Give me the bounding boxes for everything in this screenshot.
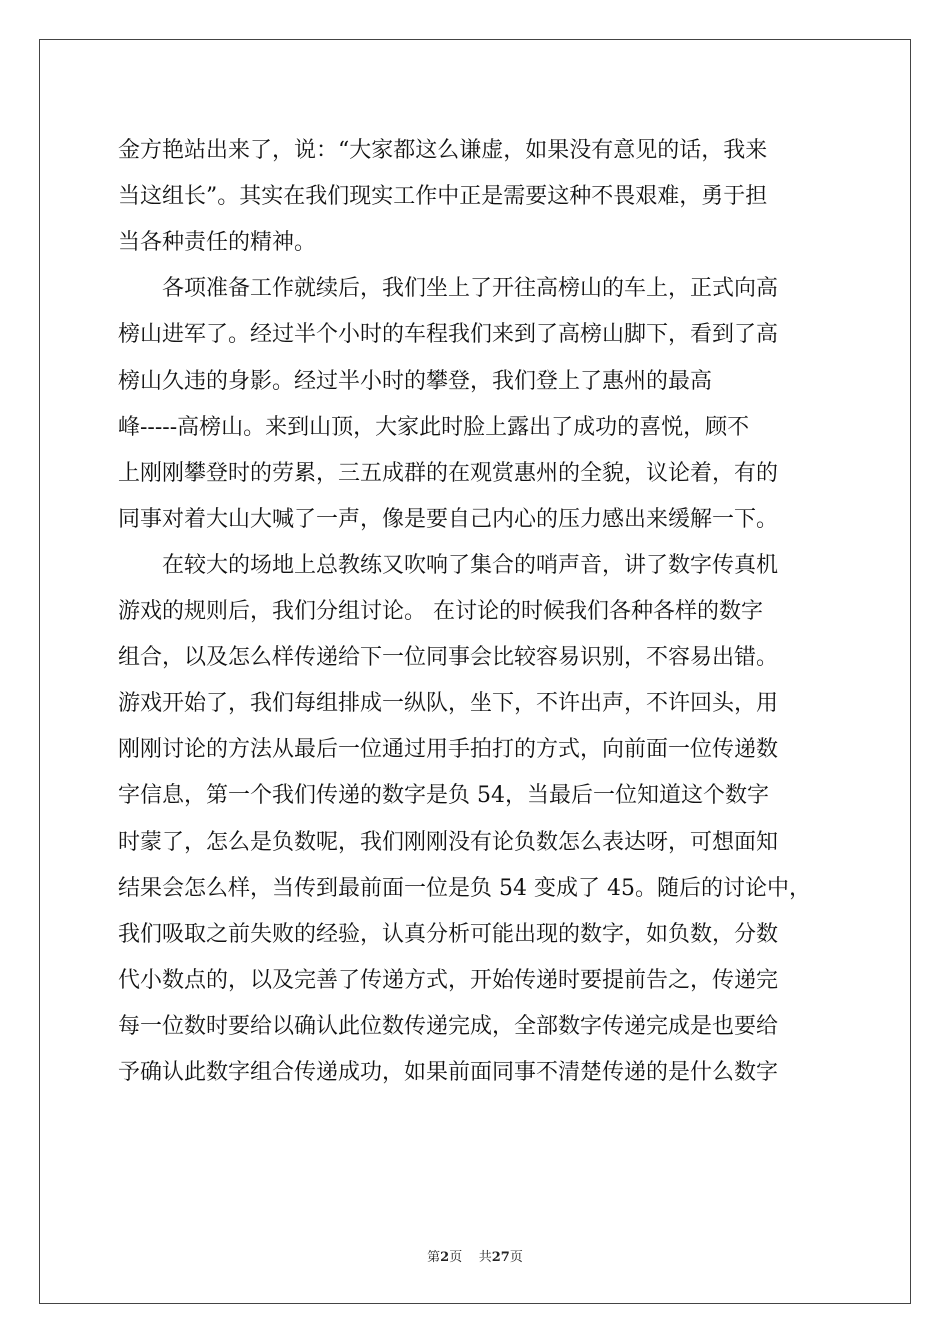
text-line: 同事对着大山大喊了一声，像是要自己内心的压力感出来缓解一下。: [118, 506, 779, 532]
text-line: 时蒙了，怎么是负数呢，我们刚刚没有论负数怎么表达呀，可想面知: [118, 829, 779, 855]
text-line: 结果会怎么样，当传到最前面一位是负 54 变成了 45。随后的讨论中，: [118, 875, 811, 901]
page-footer: [0, 1246, 950, 1265]
text-line: 我们吸取之前失败的经验，认真分析可能出现的数字，如负数，分数: [118, 921, 779, 947]
text-line: 每一位数时要给以确认此位数传递完成，全部数字传递完成是也要给: [118, 1013, 779, 1039]
text-line: 游戏开始了，我们每组排成一纵队，坐下，不许出声，不许回头，用: [118, 691, 779, 717]
total-pages: 27: [491, 1250, 510, 1265]
text-line: 字信息，第一个我们传递的数字是负 54，当最后一位知道这个数字: [118, 783, 769, 809]
text-line: 当这组长”。其实在我们现实工作中正是需要这种不畏艰难，勇于担: [118, 184, 768, 210]
total-prefix: 共: [478, 1250, 492, 1265]
page-number: 2: [440, 1250, 450, 1265]
page-prefix: 第: [427, 1250, 441, 1265]
text-line: 榜山进军了。经过半个小时的车程我们来到了高榜山脚下，看到了高: [118, 322, 779, 348]
text-line: 金方艳站出来了，说：“大家都这么谦虚，如果没有意见的话，我来: [118, 138, 768, 163]
text-line: 刚刚讨论的方法从最后一位通过用手拍打的方式，向前面一位传递数: [118, 737, 779, 763]
text-line: 代小数点的，以及完善了传递方式，开始传递时要提前告之，传递完: [118, 967, 779, 993]
text-line: 予确认此数字组合传递成功，如果前面同事不清楚传递的是什么数字: [118, 1060, 779, 1085]
text-line: 游戏的规则后，我们分组讨论。 在讨论的时候我们各种各样的数字: [118, 599, 763, 624]
text-line: 榜山久违的身影。经过半小时的攀登，我们登上了惠州的最高: [118, 368, 713, 394]
text-line: 各项准备工作就续后，我们坐上了开往高榜山的车上，正式向高: [118, 276, 779, 302]
text-line: 上刚刚攀登时的劳累，三五成群的在观赏惠州的全貌，议论着，有的: [118, 460, 779, 486]
text-line: 当各种责任的精神。: [118, 230, 317, 256]
total-suffix: 页: [509, 1250, 523, 1265]
text-line: 在较大的场地上总教练又吹响了集合的哨声音，讲了数字传真机: [118, 552, 779, 578]
page-suffix: 页: [449, 1250, 463, 1265]
text-line: 组合，以及怎么样传递给下一位同事会比较容易识别，不容易出错。: [118, 645, 779, 671]
text-line: 峰-----高榜山。来到山顶，大家此时脸上露出了成功的喜悦，顾不: [118, 414, 750, 440]
